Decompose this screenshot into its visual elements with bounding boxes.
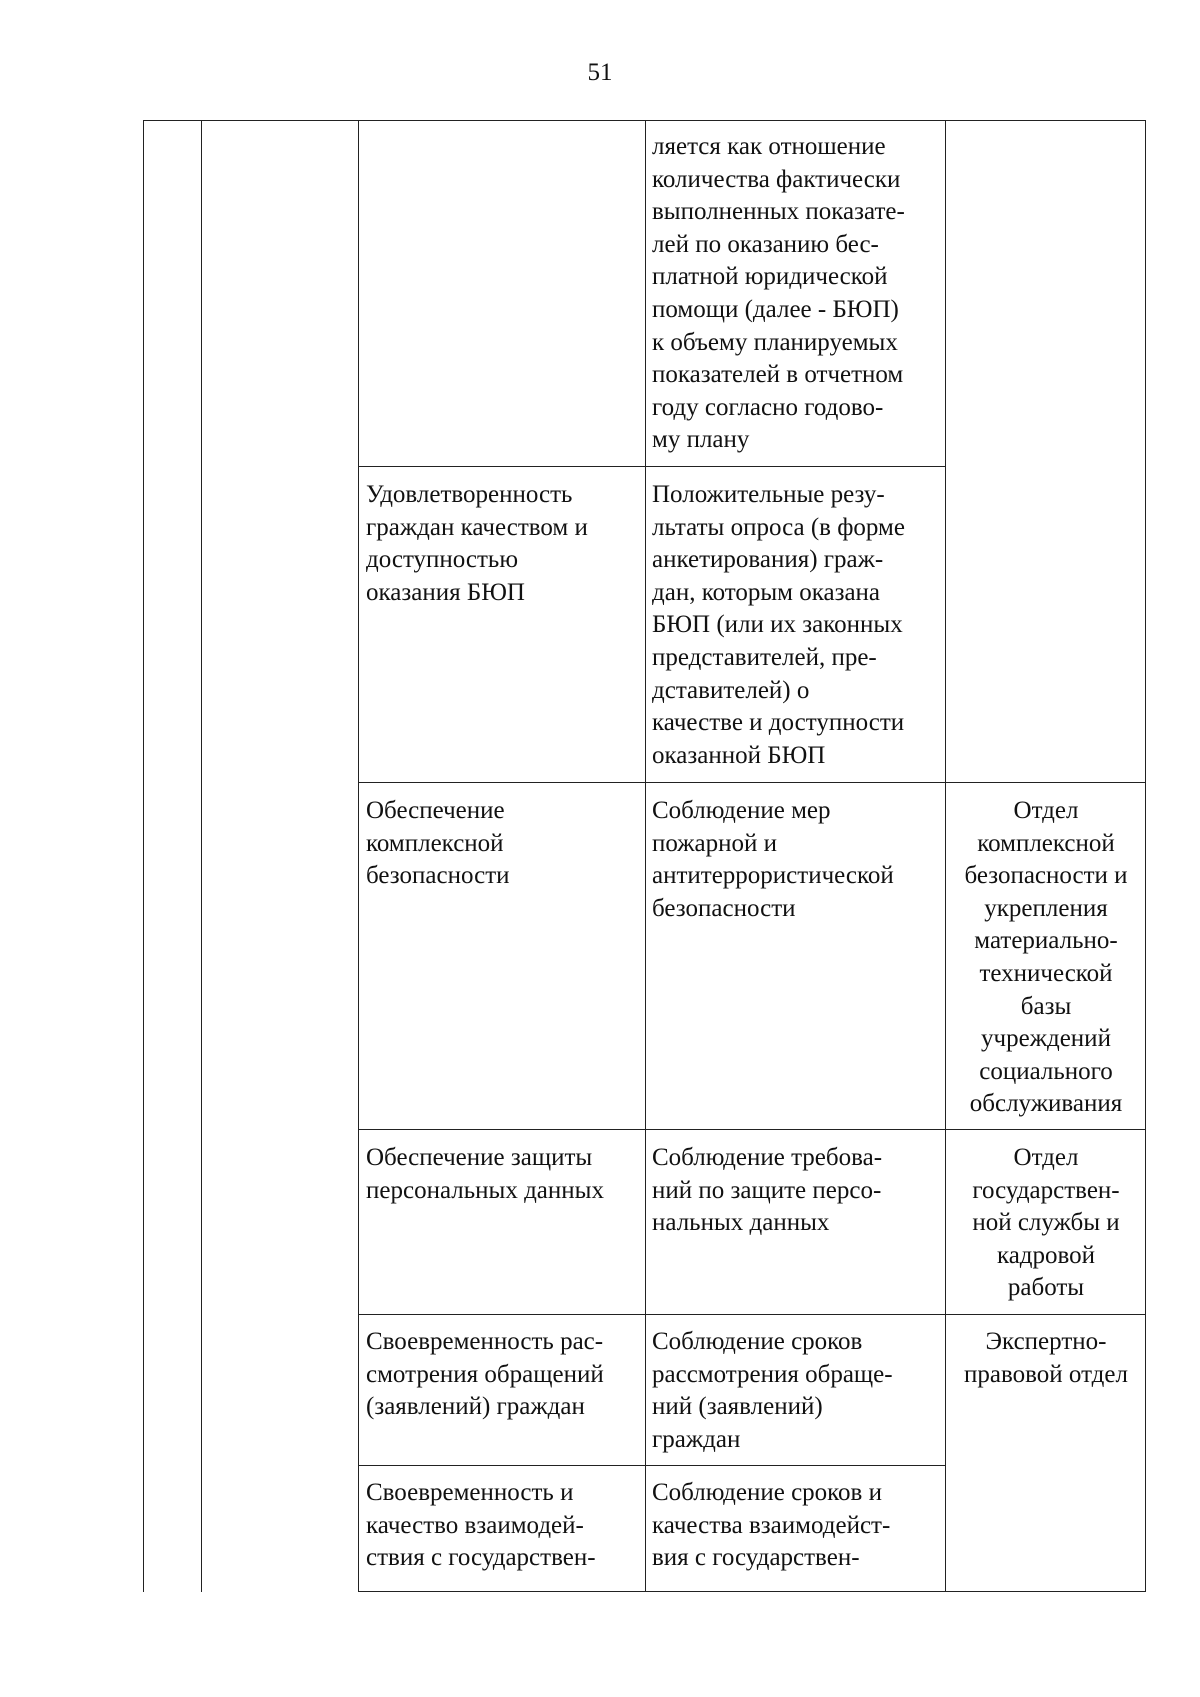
table-row-divider — [358, 1465, 946, 1466]
table-cell-indicator: Своевременность и качество взаимодей- ствия с государствен- — [366, 1479, 596, 1572]
table-cell-responsible: Экспертно- правовой отдел — [964, 1328, 1128, 1388]
table-column-divider — [645, 120, 646, 1592]
table-cell-indicator: Обеспечение защиты персональных данных — [366, 1144, 604, 1204]
table-cell-indicator: Удовлетворенность граждан качеством и доступностью оказания БЮП — [366, 481, 588, 606]
table-cell-method: ляется как отношение количества фактически выполненных показате- лей по оказанию бес- платной юридической помощи (далее - БЮП) к объему планируемых показателей в отчетном году согласно годово- му плану — [652, 133, 905, 454]
table-cell-indicator: Своевременность рас- смотрения обращений (заявлений) граждан — [366, 1328, 604, 1421]
table-row-divider — [358, 1129, 1146, 1130]
table-row-divider — [358, 1314, 1146, 1315]
table-column-divider — [201, 120, 202, 1592]
table-border-left — [143, 120, 144, 1592]
table-cell-method: Соблюдение мер пожарной и антитеррористической безопасности — [652, 797, 894, 922]
page-number: 51 — [587, 59, 613, 86]
table-border-right — [1145, 120, 1146, 1592]
table-border-bottom — [358, 1591, 1146, 1592]
table-border-top — [143, 120, 1146, 121]
table-row-divider — [358, 466, 946, 467]
table-column-divider — [358, 120, 359, 1592]
table-cell-responsible: Отдел государствен- ной службы и кадровой работы — [972, 1144, 1120, 1302]
table-cell-method: Положительные резу- льтаты опроса (в форме анкетирования) граж- дан, которым оказана БЮП (или их законных представителей, пре- дставителей) о качестве и доступности оказанной БЮП — [652, 481, 905, 769]
table-cell-responsible: Отдел комплексной безопасности и укрепления материально- технической базы учреждений социального обслуживания — [964, 797, 1128, 1118]
table-row-divider — [358, 782, 1146, 783]
table-cell-method: Соблюдение сроков и качества взаимодейст- вия с государствен- — [652, 1479, 891, 1572]
table-column-divider — [945, 120, 946, 1592]
table-cell-method: Соблюдение сроков рассмотрения обраще- ний (заявлений) граждан — [652, 1328, 893, 1453]
table-cell-method: Соблюдение требова- ний по защите персо- нальных данных — [652, 1144, 883, 1237]
table-cell-indicator: Обеспечение комплексной безопасности — [366, 797, 510, 890]
